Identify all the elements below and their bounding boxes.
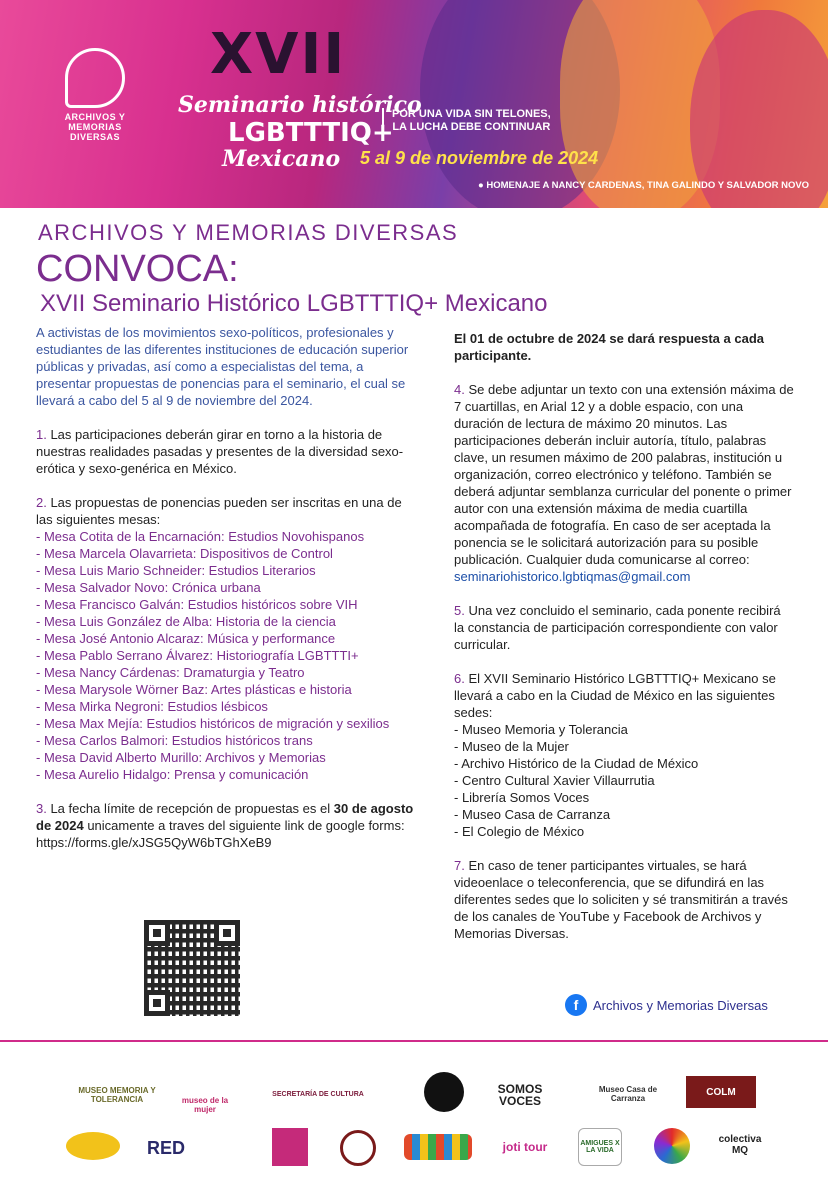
mesa-item: - Mesa Mirka Negroni: Estudios lésbicos — [36, 699, 268, 714]
sponsor-casa-carranza: Museo Casa de Carranza — [598, 1085, 658, 1103]
point-7 — [454, 857, 794, 942]
venue-item: - Centro Cultural Xavier Villaurrutia — [454, 773, 655, 788]
sponsor-round-logo — [424, 1072, 464, 1112]
qr-finder — [144, 920, 170, 946]
mesa-item: - Mesa David Alberto Murillo: Archivos y Memorias — [36, 750, 326, 765]
banner-homage: ● HOMENAJE A NANCY CARDENAS, TINA GALINDO Y SALVADOR NOVO — [478, 180, 810, 191]
sponsor-amigues: AMIGUES X LA VIDA — [578, 1128, 622, 1166]
mesa-item: - Mesa Pablo Serrano Álvarez: Historiografía LGBTTTI+ — [36, 648, 359, 663]
mesa-item: - Mesa Cotita de la Encarnación: Estudios Novohispanos — [36, 529, 365, 544]
page-title: CONVOCA: — [36, 248, 239, 290]
point-text: Se debe adjuntar un texto con una extensión máxima de 7 cuartillas, en Arial 12 y a doble espacio, con una duración de lectura de máximo 20 minutos. Las participaciones deberán incluir autoría, título, palabras clave, un resumen máximo de 200 palabras, institución u organización, correo electrónico y teléfono. También se deberá adjuntar semblanza curricular del ponente o primer autor con una extensión máxima de media cuartilla acompañada de fotografía. En caso de ser aceptada la ponencia se le solicitará autorización para su posible publicación. Cualquier duda comunicarse al correo: — [454, 382, 794, 567]
sponsor-stripe-logo — [404, 1134, 472, 1160]
header-banner — [0, 0, 828, 208]
mesa-item: - Mesa Luis González de Alba: Historia de la ciencia — [36, 614, 336, 629]
venue-item: - Librería Somos Voces — [454, 790, 590, 805]
point-3 — [36, 800, 416, 834]
mesa-item: - Mesa Nancy Cárdenas: Dramaturgia y Teatro — [36, 665, 305, 680]
point-6 — [454, 670, 794, 721]
sponsor-oval-logo — [66, 1132, 120, 1160]
sponsor-square-logo — [272, 1128, 308, 1166]
banner-slogan — [382, 108, 551, 134]
page-subtitle: XVII Seminario Histórico LGBTTTIQ+ Mexicano — [40, 290, 548, 317]
sponsor-rainbow-logo — [654, 1128, 690, 1164]
point-number: 3. — [36, 801, 47, 816]
sponsor-ring-logo — [340, 1130, 376, 1166]
intro-paragraph: A activistas de los movimientos sexo-políticos, profesionales y estudiantes de las diferentes instituciones de educación superior públicas y privadas, así como a especialistas del tema, a presentar propuestas de ponencias para el seminario, el cual se llevará a cabo del 5 al 9 de noviembre del 2024. — [36, 325, 409, 408]
slogan-line: POR UNA VIDA SIN TELONES, — [392, 108, 551, 120]
footer-divider — [0, 1040, 828, 1042]
left-column — [36, 324, 416, 851]
point-number: 7. — [454, 858, 465, 873]
point-text: La fecha límite de recepción de propuestas es el — [46, 801, 334, 816]
point-text: unicamente a traves del siguiente link de google forms: — [83, 818, 405, 833]
facebook-link[interactable] — [565, 994, 768, 1016]
point-number: 4. — [454, 382, 465, 397]
venue-item: - Museo Memoria y Tolerancia — [454, 722, 628, 737]
org-logo — [55, 48, 135, 142]
org-name: ARCHIVOS Y MEMORIAS DIVERSAS — [38, 220, 459, 245]
mesa-item: - Mesa José Antonio Alcaraz: Música y performance — [36, 631, 336, 646]
right-column — [454, 330, 794, 942]
venue-item: - Archivo Histórico de la Ciudad de México — [454, 756, 699, 771]
point-2 — [36, 494, 416, 528]
venue-item: - El Colegio de México — [454, 824, 585, 839]
point-4 — [454, 381, 794, 585]
banner-dates: 5 al 9 de noviembre de 2024 — [360, 148, 599, 168]
point-number: 2. — [36, 495, 47, 510]
point-text: Una vez concluido el seminario, cada ponente recibirá la constancia de participación correspondiente con valor curricular. — [454, 603, 781, 652]
sponsor-colectiva-mq: colectiva MQ — [718, 1134, 762, 1156]
banner-title-line: Mexicano — [222, 146, 341, 172]
sponsor-secretaria-cultura: SECRETARÍA DE CULTURA — [272, 1090, 364, 1098]
sponsor-somos-voces: SOMOS VOCES — [497, 1082, 543, 1108]
mesa-item: - Mesa Francisco Galván: Estudios históricos sobre VIH — [36, 597, 358, 612]
google-forms-link[interactable]: https://forms.gle/xJSG5QyW6bTGhXeB9 — [36, 835, 272, 850]
point-text: El XVII Seminario Histórico LGBTTTIQ+ Mexicano se llevará a cabo en la Ciudad de México en las siguientes sedes: — [454, 671, 776, 720]
point-text: En caso de tener participantes virtuales, se hará videoenlace o teleconferencia, que se difundirá en las diferentes sedes que lo soliciten y sé transmitirán a través de los canales de YouTube y Facebook de Archivos y Memorias Diversas. — [454, 858, 788, 941]
mesa-item: - Mesa Marcela Olavarrieta: Dispositivos de Control — [36, 546, 333, 561]
answer-date-note: El 01 de octubre de 2024 se dará respuesta a cada participante. — [454, 331, 764, 363]
banner-title-line: LGBTTTIQ+ — [228, 118, 394, 148]
sponsor-museo-mujer: museo de la mujer — [181, 1096, 229, 1114]
mesa-item: - Mesa Luis Mario Schneider: Estudios Literarios — [36, 563, 316, 578]
qr-code[interactable] — [140, 916, 244, 1020]
point-1 — [36, 426, 416, 477]
qr-finder — [144, 990, 170, 1016]
mesa-item: - Mesa Marysole Wörner Baz: Artes plásticas e historia — [36, 682, 352, 697]
point-number: 6. — [454, 671, 465, 686]
banner-edition: XVII — [210, 22, 347, 87]
shell-icon — [65, 48, 125, 108]
deadline-date: 30 de agosto de 2024 — [36, 801, 414, 833]
sponsor-museo-memoria: MUSEO MEMORIA Y TOLERANCIA — [78, 1086, 156, 1104]
qr-finder — [214, 920, 240, 946]
mesa-item: - Mesa Carlos Balmori: Estudios históricos trans — [36, 733, 313, 748]
mesa-list — [36, 528, 416, 783]
mesa-item: - Mesa Max Mejía: Estudios históricos de migración y sexilios — [36, 716, 390, 731]
facebook-label: Archivos y Memorias Diversas — [593, 997, 768, 1013]
mesa-item: - Mesa Aurelio Hidalgo: Prensa y comunicación — [36, 767, 309, 782]
point-text: Las propuestas de ponencias pueden ser inscritas en una de las siguientes mesas: — [36, 495, 402, 527]
venue-list — [454, 721, 794, 840]
venue-item: - Museo Casa de Carranza — [454, 807, 611, 822]
facebook-icon: f — [565, 994, 587, 1016]
banner-title-line: Seminario histórico — [178, 92, 422, 118]
contact-email-link[interactable]: seminariohistorico.lgbtiqmas@gmail.com — [454, 569, 691, 584]
sponsor-red: RED — [146, 1137, 185, 1158]
logo-text: ARCHIVOS Y MEMORIAS DIVERSAS — [64, 112, 126, 142]
mesa-item: - Mesa Salvador Novo: Crónica urbana — [36, 580, 261, 595]
point-number: 1. — [36, 427, 47, 442]
point-number: 5. — [454, 603, 465, 618]
sponsor-colmex: COLM — [686, 1076, 756, 1108]
point-text: Las participaciones deberán girar en torno a la historia de nuestras realidades pasadas y presentes de la diversidad sexo-erótica y sexo-genérica en México. — [36, 427, 404, 476]
venue-item: - Museo de la Mujer — [454, 739, 569, 754]
sponsor-joti-tour: joti tour — [502, 1140, 548, 1154]
slogan-line: LA LUCHA DEBE CONTINUAR — [392, 121, 551, 133]
point-5 — [454, 602, 794, 653]
